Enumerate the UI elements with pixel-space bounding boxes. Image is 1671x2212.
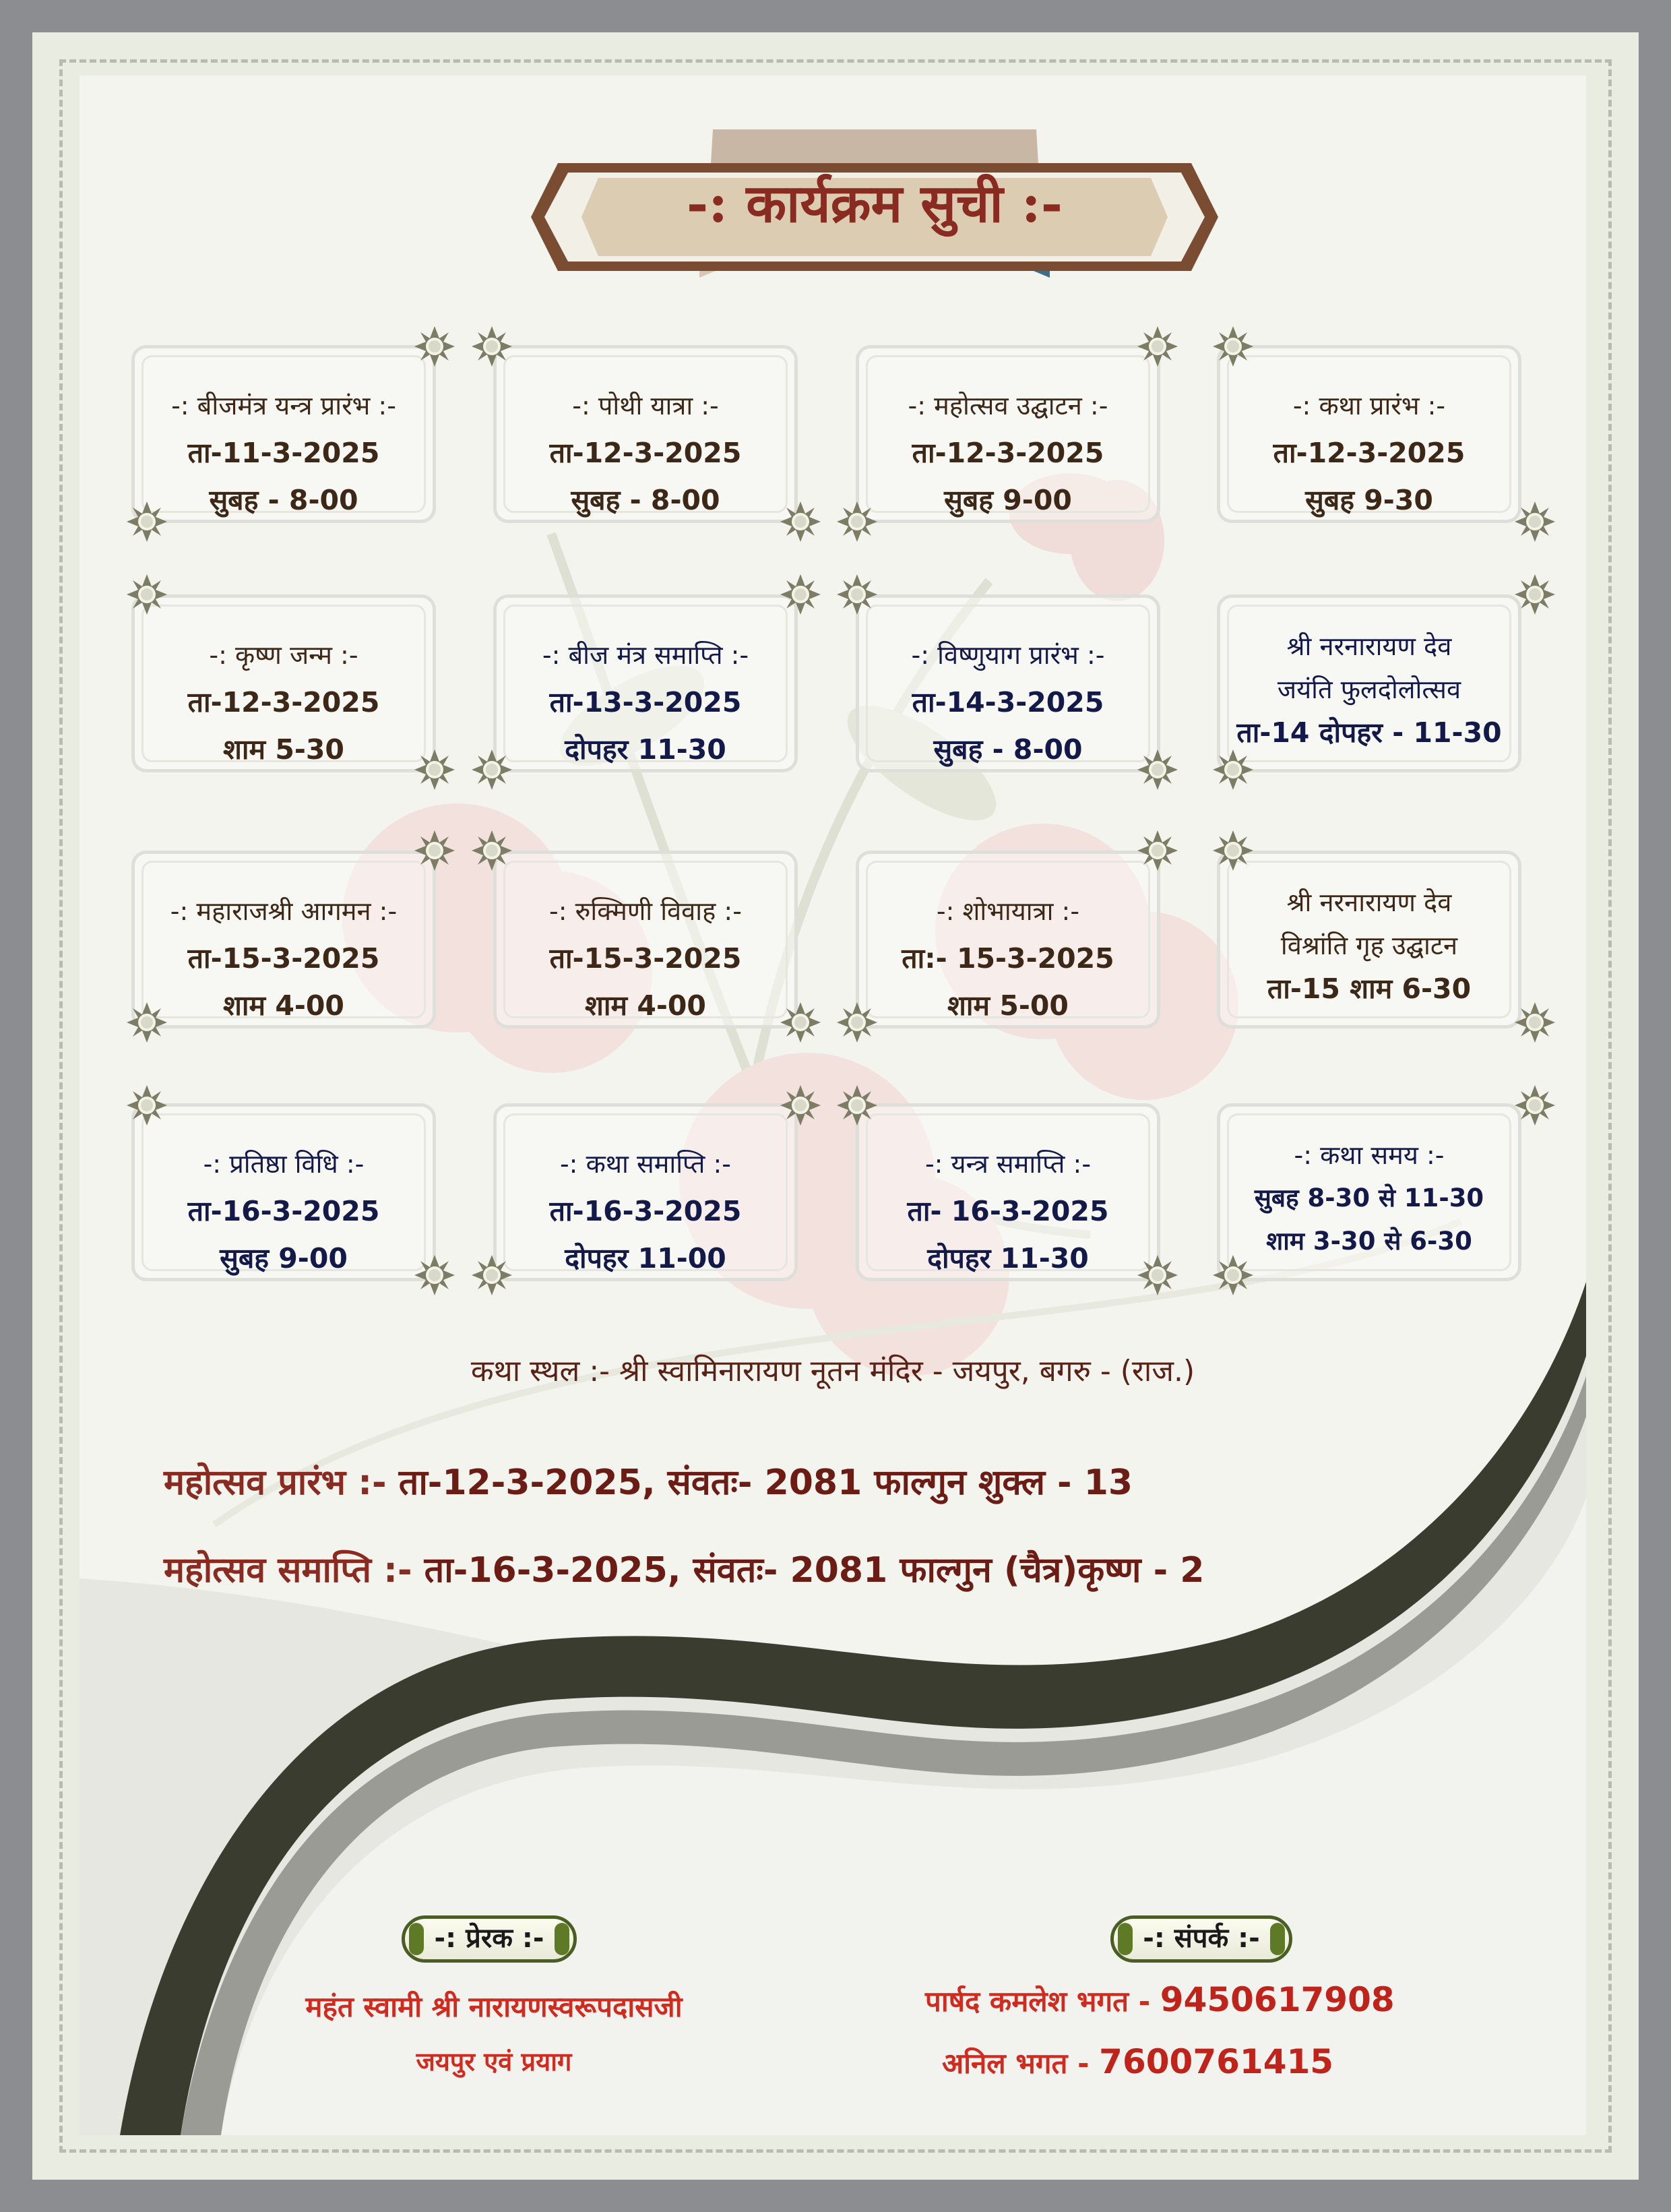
starburst-decorations [80,75,1586,1356]
event-date: ता-16-3-2025 [187,1195,380,1227]
event-date: ता-12-3-2025 [187,686,380,718]
venue-line: कथा स्थल :- श्री स्वामिनारायण नूतन मंदिर - जयपुर, बगरु - (राज.) [470,1354,1195,1388]
festival-start-label: महोत्सव प्रारंभ :- [164,1463,387,1503]
event-time: ता-14 दोपहर - 11-30 [1236,716,1502,749]
event-date: ता-11-3-2025 [187,437,380,469]
event-title: श्री नरनारायण देव [1286,888,1452,917]
event-time: सुबह 9-00 [220,1242,348,1274]
event-title: -: महाराजश्री आगमन :- [170,896,398,926]
event-time: सुबह 9-00 [944,484,1072,516]
event-title: -: कथा समाप्ति :- [559,1149,732,1179]
event-title: -: कथा प्रारंभ :- [1292,391,1446,421]
event-date: ता:- 15-3-2025 [902,942,1114,975]
festival-end-value: ता-16-3-2025, संवतः- 2081 फाल्गुन (चैत्र)कृष्ण - 2 [424,1550,1205,1591]
contact-badge [1110,1915,1292,1963]
event-time: दोपहर 11-00 [565,1242,726,1274]
festival-end [164,1545,1204,1593]
event-title: -: प्रतिष्ठा विधि :- [203,1149,365,1179]
event-time: सुबह 9-30 [1305,484,1433,516]
contact-person-1: पार्षद कमलेश भगत - [925,1985,1151,2018]
event-time-morning: सुबह 8-30 से 11-30 [1254,1184,1484,1212]
festival-start [164,1457,1133,1505]
event-date: ता-12-3-2025 [549,437,742,469]
event-title: -: कथा समय :- [1294,1140,1445,1170]
contact-phone-1[interactable]: 9450617908 [1160,1980,1395,2019]
contact-row-2 [942,2042,1333,2082]
event-date: ता-15-3-2025 [549,942,742,975]
event-title: -: बीजमंत्र यन्त्र प्रारंभ :- [171,391,396,421]
event-date: ता-13-3-2025 [549,686,742,718]
event-date: ता-14-3-2025 [912,686,1104,718]
event-title: -: कृष्ण जन्म :- [209,640,358,670]
contact-phone-2[interactable]: 7600761415 [1099,2042,1334,2081]
contact-person-2: अनिल भगत - [942,2047,1090,2080]
event-time: ता-15 शाम 6-30 [1267,973,1472,1005]
event-title: -: शोभायात्रा :- [936,896,1080,926]
schedule-page [80,75,1586,2135]
prerak-name: महंत स्वामी श्री नारायणस्वरूपदासजी [305,1990,683,2023]
event-title: -: महोत्सव उद्घाटन :- [908,391,1108,421]
page-title: -: कार्यक्रम सुची :- [686,173,1063,235]
event-subtitle: विश्रांति गृह उद्घाटन [1280,931,1458,960]
prerak-heading: -: प्रेरक :- [434,1923,544,1954]
event-title: -: यन्त्र समाप्ति :- [924,1149,1092,1179]
event-time: सुबह - 8-00 [571,484,720,516]
event-time: शाम 5-30 [223,733,344,766]
event-time-evening: शाम 3-30 से 6-30 [1266,1227,1472,1256]
event-date: ता- 16-3-2025 [907,1195,1109,1227]
event-time: शाम 4-00 [585,989,706,1022]
prerak-badge [402,1915,577,1963]
event-time: शाम 5-00 [947,989,1069,1022]
event-time: सुबह - 8-00 [933,733,1083,766]
event-title: -: रुक्मिणी विवाह :- [549,896,742,926]
event-date: ता-16-3-2025 [549,1195,742,1227]
event-time: सुबह - 8-00 [209,484,358,516]
contact-heading: -: संपर्क :- [1143,1923,1260,1954]
event-time: दोपहर 11-30 [565,733,726,766]
festival-end-label: महोत्सव समाप्ति :- [164,1550,412,1591]
event-title: श्री नरनारायण देव [1286,632,1452,661]
event-date: ता-12-3-2025 [912,437,1104,469]
event-time: शाम 4-00 [223,989,344,1022]
event-title: -: पोथी यात्रा :- [572,391,719,421]
event-time: दोपहर 11-30 [927,1242,1089,1274]
event-date: ता-12-3-2025 [1273,437,1465,469]
event-title: -: विष्णुयाग प्रारंभ :- [911,640,1105,670]
event-title: -: बीज मंत्र समाप्ति :- [542,640,749,670]
event-subtitle: जयंति फुलदोलोत्सव [1277,675,1461,704]
contact-row-1 [925,1980,1395,2020]
event-date: ता-15-3-2025 [187,942,380,975]
prerak-place: जयपुर एवं प्रयाग [416,2047,572,2077]
festival-start-value: ता-12-3-2025, संवतः- 2081 फाल्गुन शुक्ल - 13 [398,1463,1133,1503]
